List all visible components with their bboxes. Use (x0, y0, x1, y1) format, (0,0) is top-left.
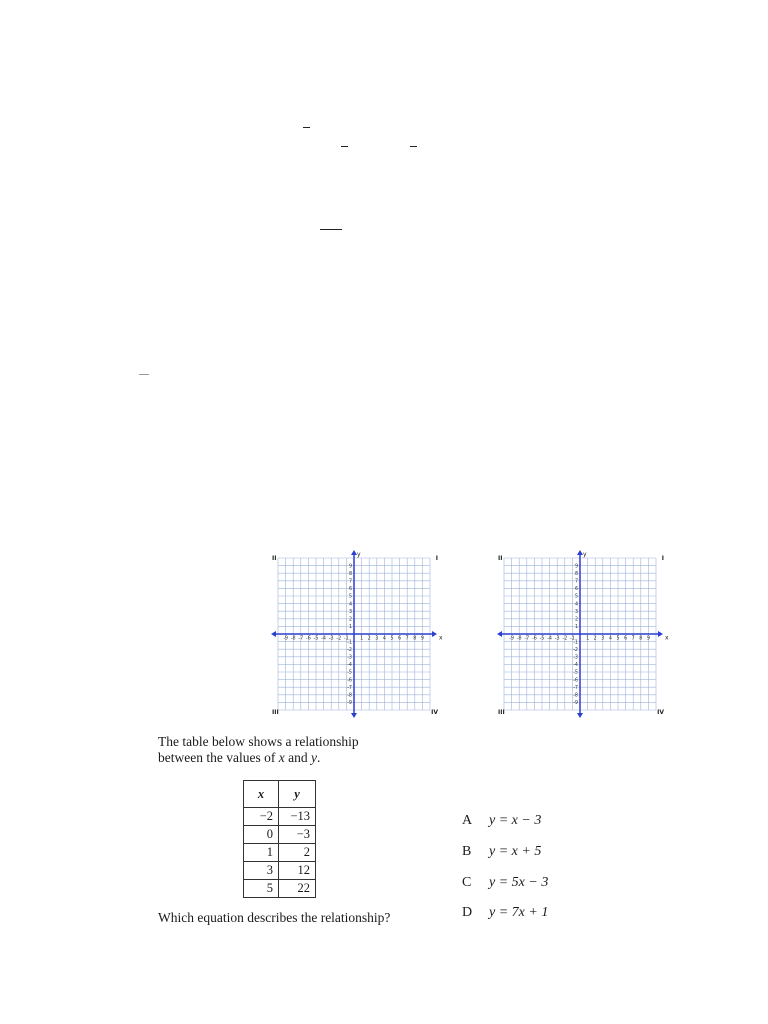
x-tick-label: 8 (639, 636, 643, 642)
xy-table (243, 780, 316, 898)
y-tick-label: -9 (573, 701, 578, 707)
quadrant-label: II (272, 555, 277, 562)
table-row (244, 808, 316, 826)
fraction-bar (139, 374, 149, 375)
y-axis-label: y (357, 551, 361, 558)
axis-arrow (432, 631, 437, 637)
quadrant-label: IV (657, 709, 664, 716)
x-tick-label: 1 (586, 636, 590, 642)
cell-y: −3 (279, 826, 316, 844)
x-tick-label: -7 (298, 636, 304, 642)
fraction-bar (341, 146, 348, 147)
question-text: Which equation describes the relationship? (158, 910, 391, 925)
x-tick-label: 8 (413, 636, 417, 642)
quadrant-label: I (435, 555, 438, 562)
choice-equation: y = x + 5 (489, 844, 542, 859)
fraction-bar (410, 146, 417, 147)
x-tick-label: 5 (390, 636, 394, 642)
x-tick-label: 2 (593, 636, 597, 642)
x-tick-label: 5 (616, 636, 620, 642)
quadrant-label: II (498, 555, 503, 562)
x-tick-label: 7 (405, 636, 409, 642)
y-tick-label: -2 (573, 647, 578, 653)
axis-arrow (658, 631, 663, 637)
x-tick-label: -4 (547, 636, 552, 642)
y-tick-label: 9 (348, 564, 352, 570)
y-tick-label: 1 (574, 625, 578, 631)
x-tick-label: -9 (283, 636, 288, 642)
x-tick-label: 4 (382, 636, 386, 642)
y-tick-label: 8 (574, 571, 578, 577)
axis-arrow (497, 631, 502, 637)
y-tick-label: -3 (347, 655, 352, 661)
y-tick-label: 3 (574, 609, 578, 615)
var-x: x (278, 750, 285, 765)
x-tick-label: -2 (562, 636, 568, 642)
table-row (244, 844, 316, 862)
x-tick-label: -6 (532, 636, 537, 642)
y-tick-label: 7 (348, 579, 352, 585)
x-tick-label: 3 (375, 636, 379, 642)
choice-letter: D (462, 905, 473, 920)
y-tick-label: -5 (573, 670, 578, 676)
coordinate-grid-left (268, 550, 443, 716)
x-tick-label: -1 (344, 636, 349, 642)
x-tick-label: -8 (290, 636, 296, 642)
cell-y: −13 (279, 808, 316, 826)
y-tick-label: -4 (573, 663, 578, 669)
x-tick-label: -4 (321, 636, 326, 642)
intro-line-1: The table below shows a relationship (158, 734, 359, 749)
cell-x: 1 (244, 844, 279, 862)
fraction-bar (320, 229, 342, 230)
choice-d[interactable] (462, 905, 548, 921)
y-tick-label: -3 (573, 655, 578, 661)
axis-arrow (577, 713, 583, 718)
y-tick-label: -8 (347, 693, 352, 699)
choice-equation: y = 7x + 1 (489, 905, 549, 920)
x-tick-label: 6 (398, 636, 402, 642)
x-tick-label: -5 (313, 636, 319, 642)
y-tick-label: 6 (574, 587, 578, 593)
x-tick-label: 4 (608, 636, 612, 642)
cell-x: 5 (244, 880, 279, 898)
x-tick-label: -9 (509, 636, 514, 642)
y-tick-label: 2 (348, 617, 352, 623)
y-tick-label: 4 (348, 602, 352, 608)
fraction-bar (303, 127, 310, 128)
y-tick-label: -4 (347, 663, 352, 669)
x-tick-label: 3 (601, 636, 605, 642)
choice-a[interactable] (462, 813, 541, 829)
choice-equation: y = 5x − 3 (489, 875, 549, 890)
column-header-y: y (279, 781, 316, 808)
cell-y: 12 (279, 862, 316, 880)
x-tick-label: -6 (306, 636, 311, 642)
cell-y: 2 (279, 844, 316, 862)
y-tick-label: 3 (348, 609, 352, 615)
x-tick-label: 2 (367, 636, 371, 642)
table-row (244, 826, 316, 844)
y-tick-label: -7 (573, 685, 578, 691)
y-tick-label: -6 (573, 678, 578, 684)
y-tick-label: -8 (573, 693, 578, 699)
y-tick-label: 8 (348, 571, 352, 577)
y-tick-label: 5 (348, 594, 352, 600)
var-y: y (310, 750, 317, 765)
x-tick-label: 1 (360, 636, 364, 642)
y-tick-label: 9 (574, 564, 578, 570)
y-axis-label: y (583, 551, 587, 558)
x-tick-label: -7 (524, 636, 530, 642)
x-axis-label: x (665, 634, 669, 642)
y-tick-label: 5 (574, 594, 578, 600)
table-row (244, 862, 316, 880)
choice-letter: B (462, 844, 472, 859)
choice-letter: A (462, 813, 473, 828)
column-header-x: x (244, 781, 279, 808)
x-tick-label: 9 (646, 636, 650, 642)
y-tick-label: -2 (347, 647, 352, 653)
quadrant-label: I (661, 555, 664, 562)
x-tick-label: -5 (539, 636, 545, 642)
cell-x: 0 (244, 826, 279, 844)
quadrant-label: III (272, 709, 279, 716)
y-tick-label: -5 (347, 670, 352, 676)
x-tick-label: -8 (516, 636, 522, 642)
choice-b[interactable] (462, 844, 541, 860)
y-tick-label: 6 (348, 587, 352, 593)
cell-y: 22 (279, 880, 316, 898)
y-tick-label: -1 (347, 640, 352, 646)
x-axis-label: x (439, 634, 443, 642)
x-tick-label: -1 (570, 636, 575, 642)
y-tick-label: -9 (347, 701, 352, 707)
problem-intro (158, 734, 418, 766)
x-tick-label: -2 (336, 636, 342, 642)
y-tick-label: 2 (574, 617, 578, 623)
quadrant-label: III (498, 709, 505, 716)
x-tick-label: -3 (328, 636, 334, 642)
y-tick-label: -6 (347, 678, 352, 684)
x-tick-label: -3 (554, 636, 560, 642)
quadrant-label: IV (431, 709, 438, 716)
y-tick-label: 1 (348, 625, 352, 631)
x-tick-label: 9 (420, 636, 424, 642)
y-tick-label: -1 (573, 640, 578, 646)
coordinate-grid-right (494, 550, 669, 716)
x-tick-label: 7 (631, 636, 635, 642)
choice-c[interactable] (462, 875, 548, 891)
choice-equation: y = x − 3 (489, 813, 542, 828)
table-header-row (244, 781, 316, 808)
x-tick-label: 6 (624, 636, 628, 642)
cell-x: −2 (244, 808, 279, 826)
axis-arrow (271, 631, 276, 637)
choice-letter: C (462, 875, 472, 890)
y-tick-label: -7 (347, 685, 352, 691)
table-row (244, 880, 316, 898)
y-tick-label: 4 (574, 602, 578, 608)
y-tick-label: 7 (574, 579, 578, 585)
cell-x: 3 (244, 862, 279, 880)
axis-arrow (351, 713, 357, 718)
intro-line-2: between the values of x and y. (158, 750, 321, 765)
